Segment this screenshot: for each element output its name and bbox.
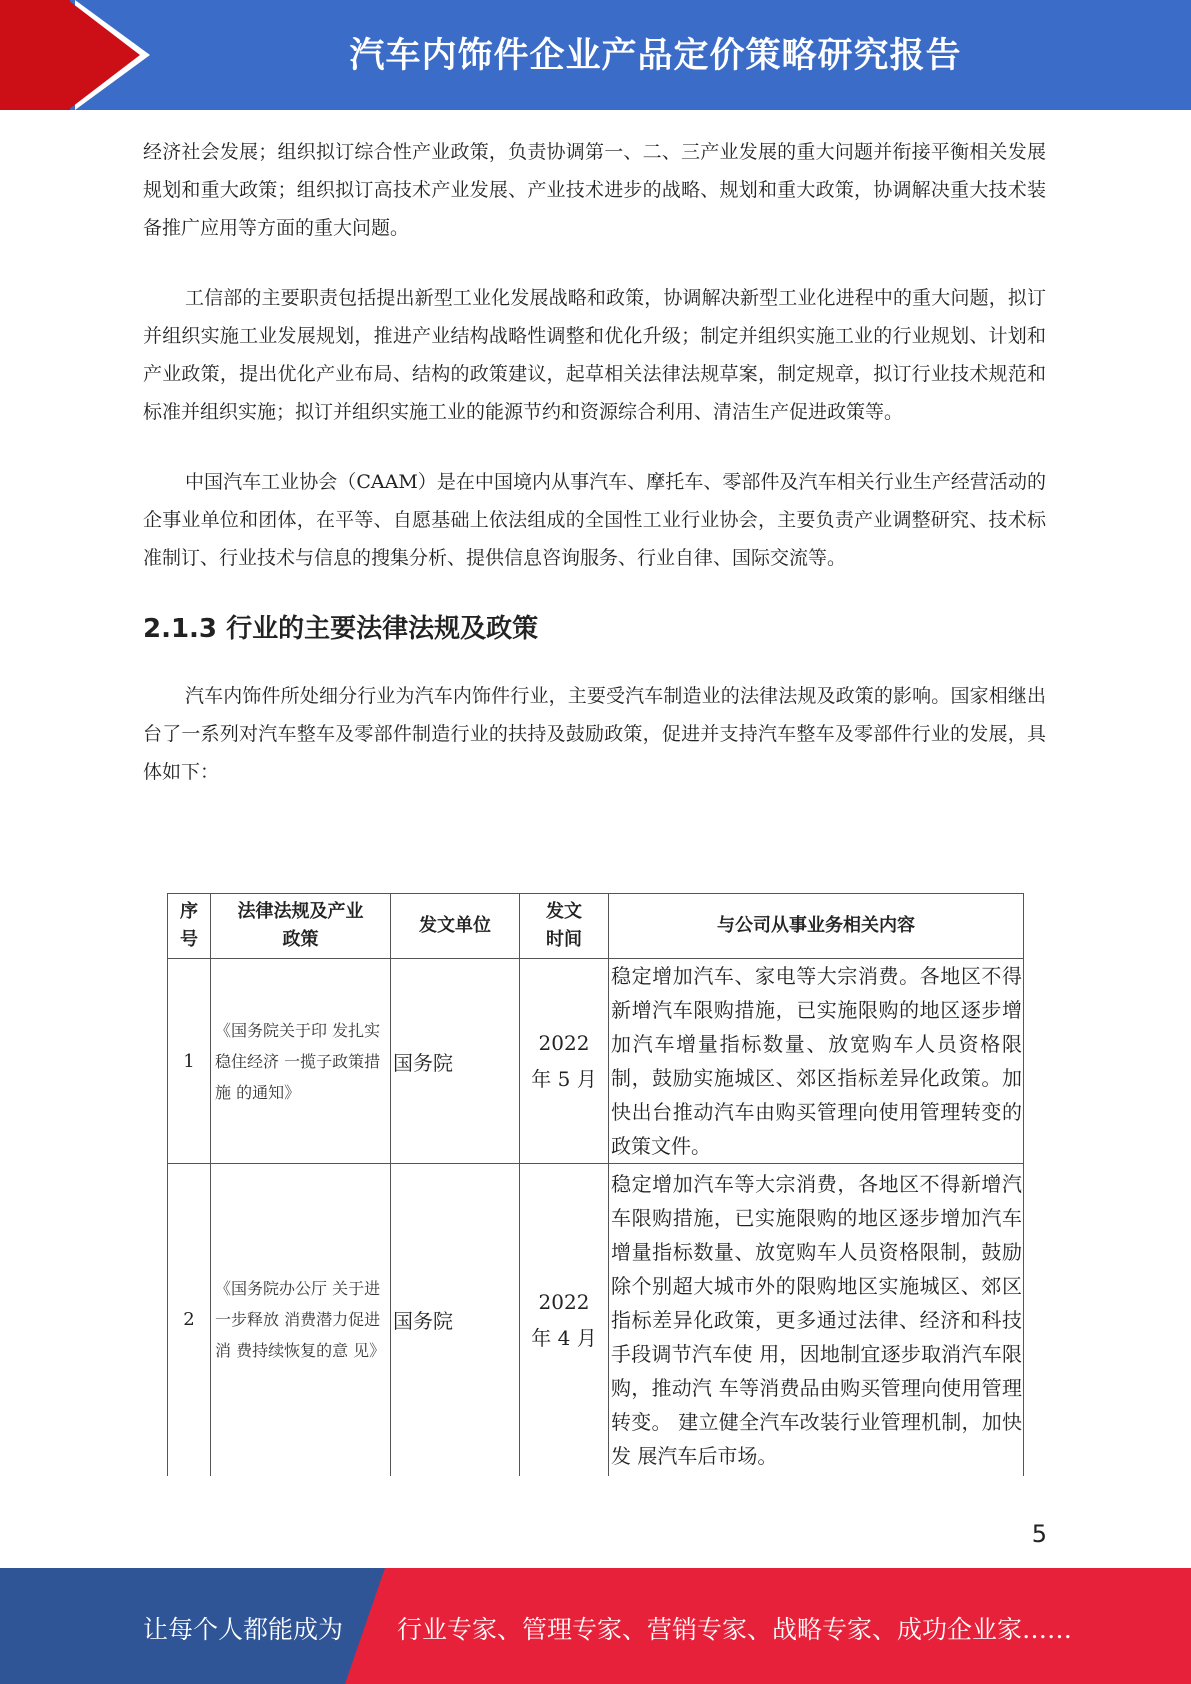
paragraph-miit-duties: 工信部的主要职责包括提出新型工业化发展战略和政策，协调解决新型工业化进程中的重大问题，拟订并组织实施工业发展规划，推进产业结构战略性调整和优化升级；制定并组织实施工业的行业规划、计划和产业政策，提出优化产业布局、结构的政策建议，起草相关法律法规草案，制定规章，拟订行业技术规范和标准并组织实施；拟订并组织实施工业的能源节约和资源综合利用、清洁生产促进政策等。 <box>143 287 1046 423</box>
row-law-title: 《国务院关于印 发扎实稳住经济 一揽子政策措施 的通知》 <box>211 959 391 1164</box>
report-title: 汽车内饰件企业产品定价策略研究报告 <box>349 36 962 76</box>
row-date: 2022 年 5 月 <box>520 959 609 1164</box>
header-issuer: 发文单位 <box>391 894 520 959</box>
row-issuer: 国务院 <box>391 959 520 1164</box>
header-law: 法律法规及产业 政策 <box>211 894 391 959</box>
row-date: 2022 年 4 月 <box>520 1164 609 1476</box>
table-row <box>168 959 1024 1164</box>
header-no: 序号 <box>168 894 211 959</box>
header-date: 发文时间 <box>520 894 609 959</box>
table-row <box>168 1164 1024 1476</box>
header-content: 与公司从事业务相关内容 <box>609 894 1024 959</box>
row-content: 稳定增加汽车等大宗消费，各地区不得新增汽车限购措施，已实施限购的地区逐步增加汽车增量指标数量、放宽购车人员资格限制，鼓励除个别超大城市外的限购地区实施城区、郊区指标差异化政策，更多通过法律、经济和科技手段调节汽车使 用，因地制宜逐步取消汽车限购，推动汽 车等消费品由购买管理向使用管理转变。 建立健全汽车改装行业管理机制，加快发 展汽车后市场。 <box>609 1164 1024 1476</box>
row-issuer: 国务院 <box>391 1164 520 1476</box>
footer-blue-slant <box>345 1568 385 1684</box>
header-red-chevron <box>68 0 140 110</box>
paragraph-caam: 中国汽车工业协会（CAAM）是在中国境内从事汽车、摩托车、零部件及汽车相关行业生产经营活动的企事业单位和团体，在平等、自愿基础上依法组成的全国性工业行业协会，主要负责产业调整研究、技术标准制订、行业技术与信息的搜集分析、提供信息咨询服务、行业自律、国际交流等。 <box>143 471 1046 569</box>
page-number: 5 <box>1031 1520 1047 1548</box>
page-header <box>0 0 1191 110</box>
row-number: 1 <box>168 959 211 1164</box>
policy-table <box>167 893 1024 1476</box>
row-content: 稳定增加汽车、家电等大宗消费。各地区不得新增汽车限购措施，已实施限购的地区逐步增加汽车增量指标数量、放宽购车人员资格限制，鼓励实施城区、郊区指标差异化政策。加快出台推动汽车由购买管理向使用管理转变的政策文件。 <box>609 959 1024 1164</box>
section-heading: 2.1.3 行业的主要法律法规及政策 <box>143 614 539 644</box>
table-header-row <box>168 894 1024 959</box>
paragraph-ndrc-duties: 经济社会发展；组织拟订综合性产业政策，负责协调第一、二、三产业发展的重大问题并衔接平衡相关发展规划和重大政策；组织拟订高技术产业发展、产业技术进步的战略、规划和重大政策，协调解决重大技术装备推广应用等方面的重大问题。 <box>143 141 1046 239</box>
footer-slogan-right: 行业专家、管理专家、营销专家、战略专家、成功企业家…… <box>397 1615 1073 1644</box>
paragraph-policy-intro: 汽车内饰件所处细分行业为汽车内饰件行业，主要受汽车制造业的法律法规及政策的影响。国家相继出台了一系列对汽车整车及零部件制造行业的扶持及鼓励政策，促进并支持汽车整车及零部件行业的发展，具体如下： <box>143 685 1046 783</box>
page-footer <box>0 1568 1191 1684</box>
row-law-title: 《国务院办公厅 关于进一步释放 消费潜力促进消 费持续恢复的意 见》 <box>211 1164 391 1476</box>
body-content <box>143 133 1046 791</box>
footer-slogan-left: 让每个人都能成为 <box>143 1615 344 1644</box>
header-red-block <box>0 0 70 110</box>
row-number: 2 <box>168 1164 211 1476</box>
